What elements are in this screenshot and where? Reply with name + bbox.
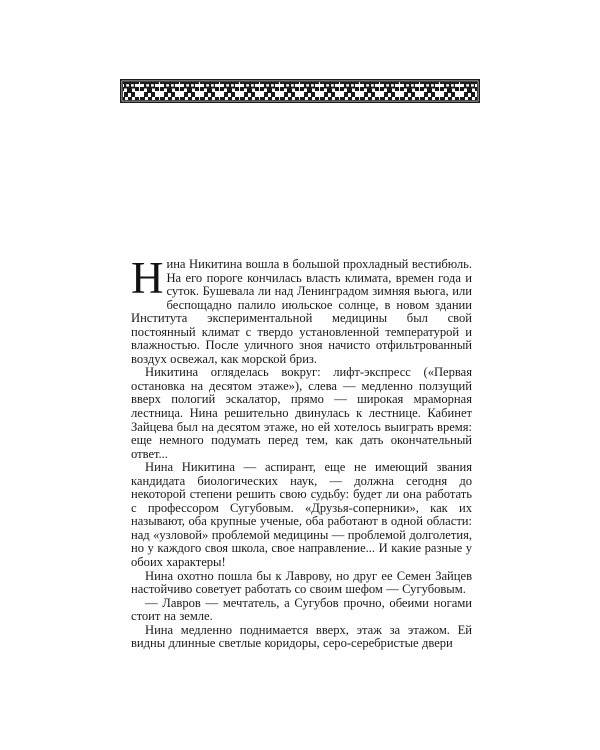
paragraph-2: Никитина огляделась вокруг: лифт-экспресс («Первая остановка на десятом этаже»), слева — медленно ползущий вверх пологий эскалатор, прямо — широкая мраморная лестница. Нина решительно двинулась к лестнице. Кабинет Зайцева был на десятом этаже, но ей хотелось выиграть время: еще немного подумать перед тем, как дать окончательный ответ... — [131, 365, 472, 461]
ornament-icon — [120, 79, 480, 103]
paragraph-4: Нина охотно пошла бы к Лаврову, но друг ее Семен Зайцев настойчиво советует работать со своим шефом — Сугубовым. — [131, 568, 472, 597]
paragraph-1 — [131, 253, 472, 366]
paragraph-6: Нина медленно поднимается вверх, этаж за этажом. Ей видны длинные светлые коридоры, серо-серебристые двери — [131, 622, 472, 651]
paragraph-3: Нина Никитина — аспирант, еще не имеющий звания кандидата биологических наук, — должна сегодня до некоторой степени решить свою судьбу: будет ли она работать с профессором Сугубовым. «Друзья-соперники», как их называют, оба крупные ученые, оба работают в одной области: над «узловой» проблемой медицины — проблемой долголетия, но у каждого своя школа, свое направление... И какие разные у обоих характеры! — [131, 460, 472, 570]
header-ornament-band — [120, 79, 480, 103]
paragraph-5: — Лавров — мечтатель, а Сугубов прочно, обеими ногами стоит на земле. — [131, 595, 472, 624]
paragraph-1-text: ина Никитина вошла в большой прохладный вестибюль. На его пороге кончилась власть климата, времен года и суток. Бушевала ли над Ленинградом зимняя вьюга, или беспощадно палило июльское солнце, в новом здании Института экспериментальной медицины был свой постоянный климат с твердо установленной температурой и влажностью. После уличного зноя начисто отфильтрованный воздух освежал, как морской бриз. — [131, 257, 472, 366]
drop-cap: Н — [131, 253, 164, 303]
page-text-column — [131, 253, 472, 651]
